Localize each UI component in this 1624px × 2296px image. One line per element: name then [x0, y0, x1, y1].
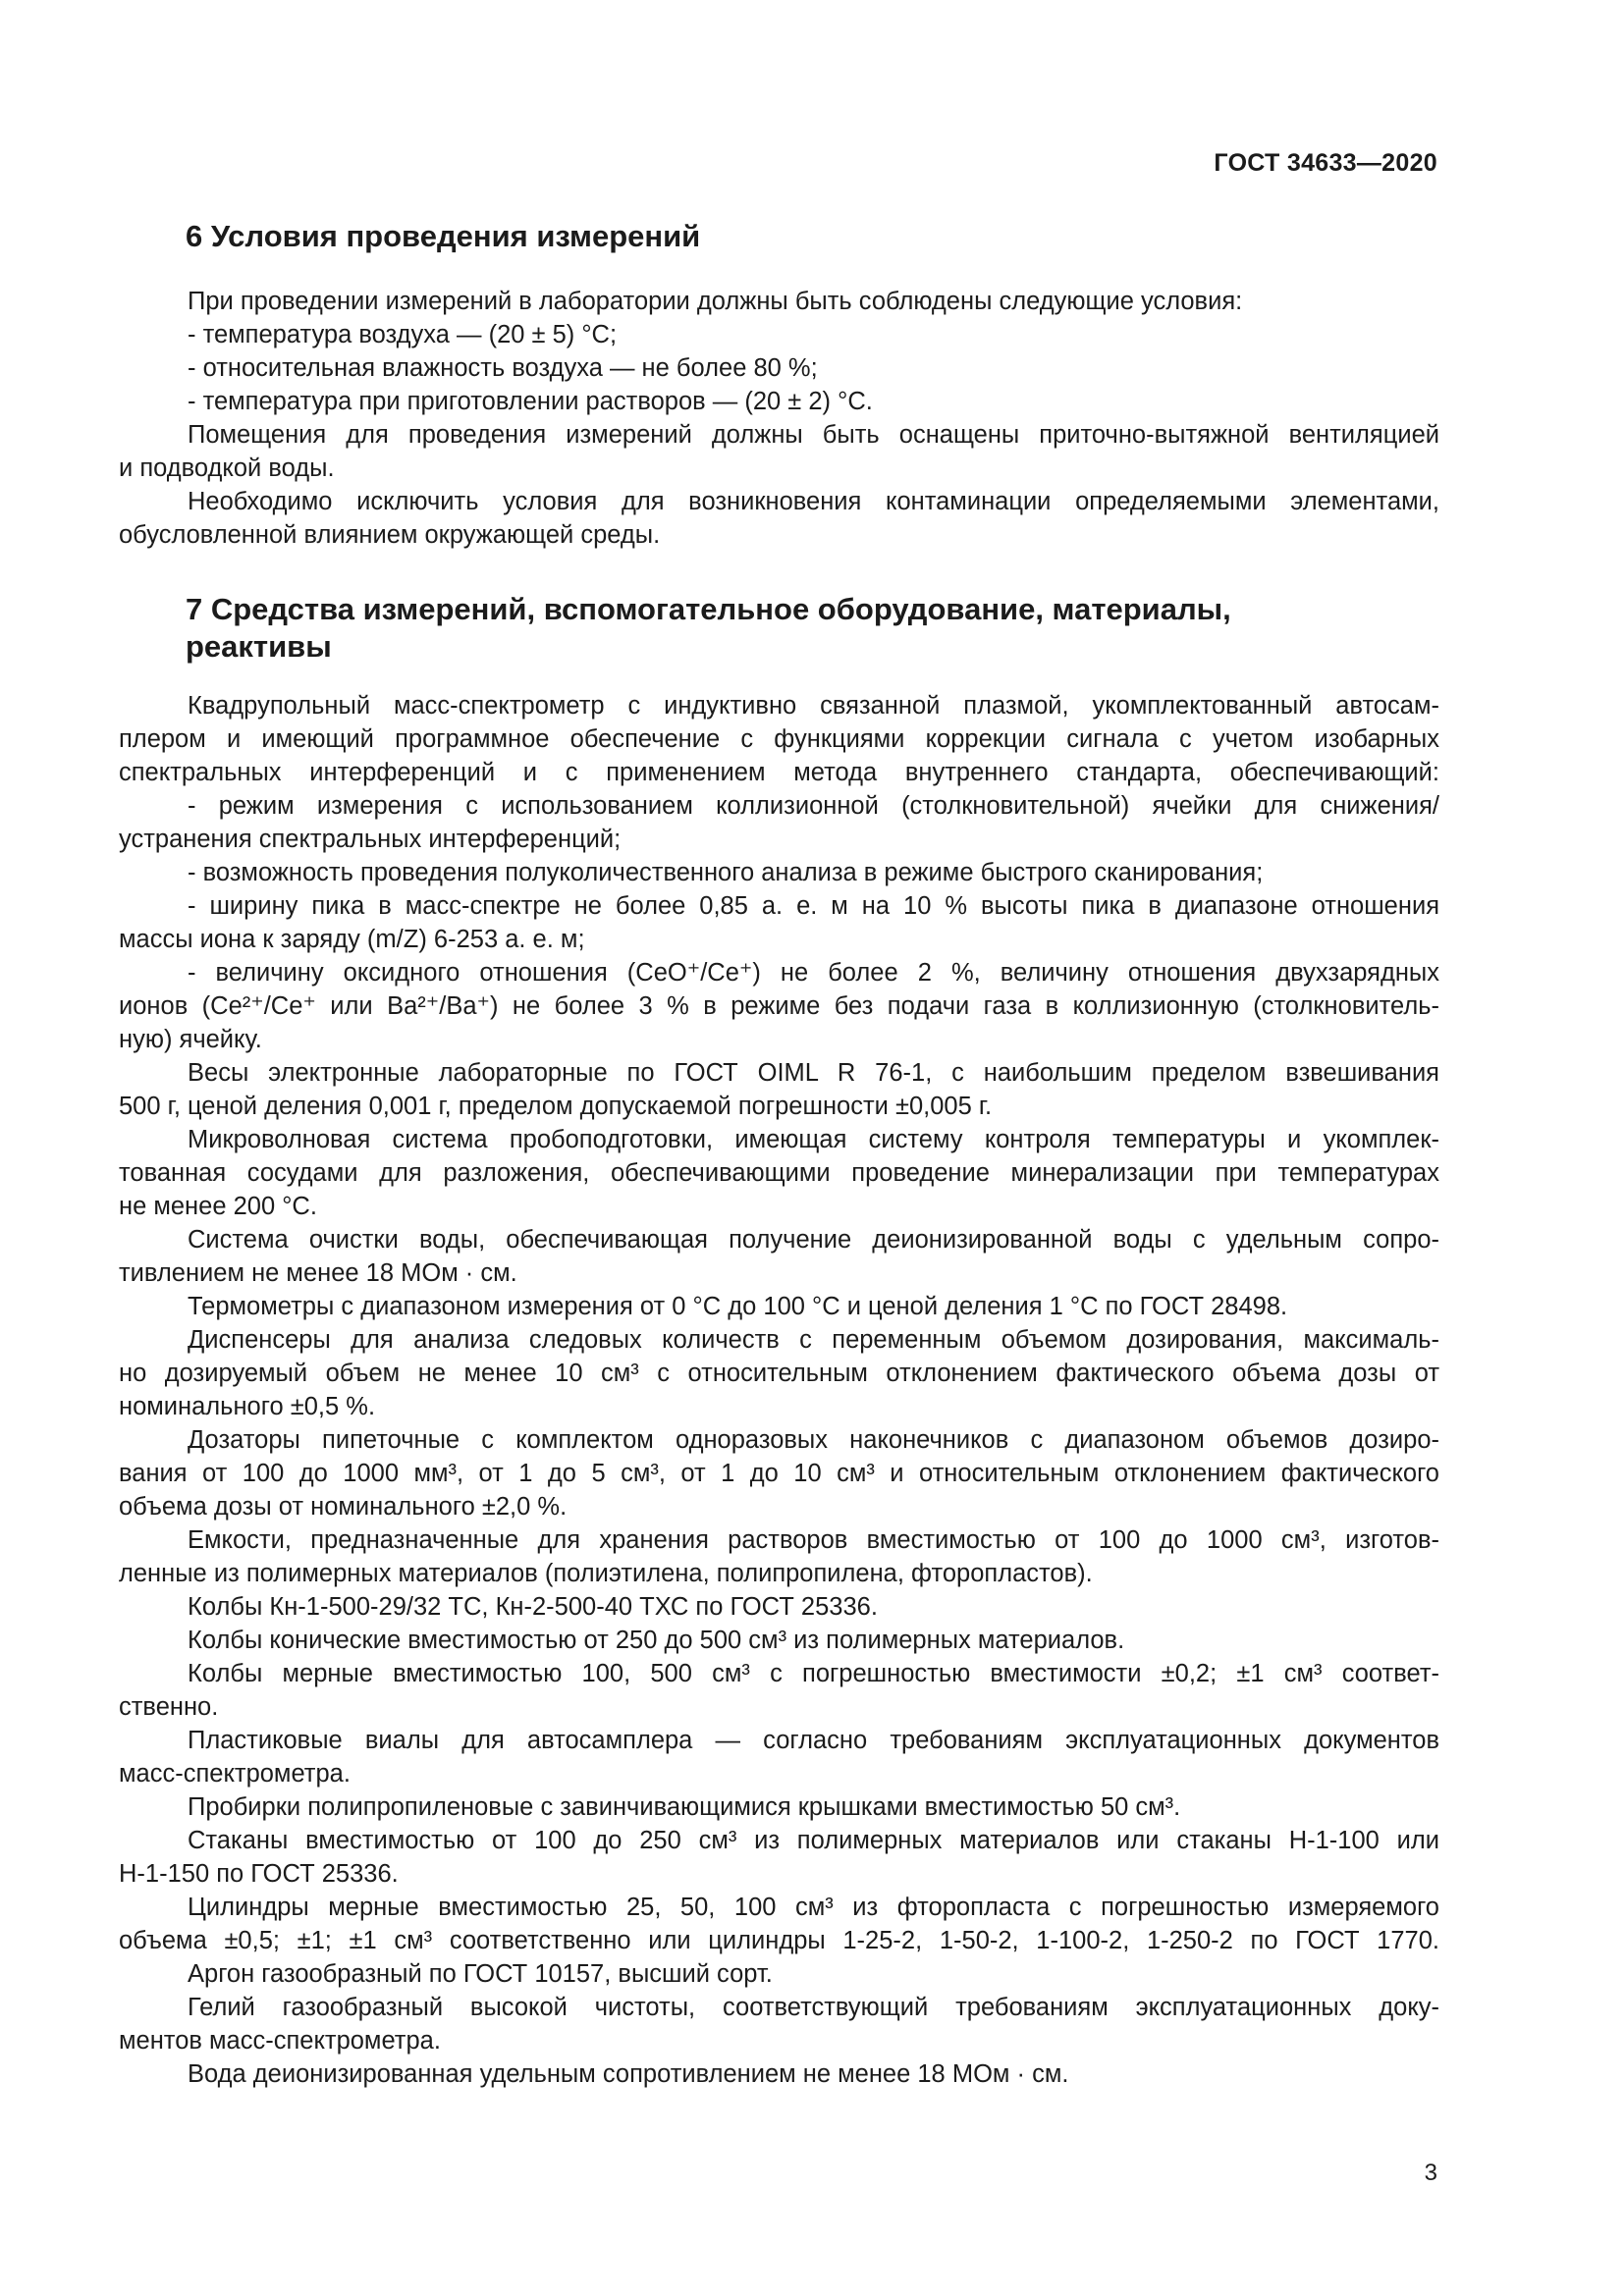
text-line: - относительная влажность воздуха — не более 80 %;	[188, 354, 818, 382]
text-line: Емкости, предназначенные для хранения растворов вместимостью от 100 до 1000 см³, изготов-	[188, 1526, 1439, 1554]
text-line: Квадрупольный масс-спектрометр с индуктивно связанной плазмой, укомплектованный автосам-	[188, 692, 1439, 720]
text-line: но дозируемый объем не менее 10 см³ с относительным отклонением фактического объема дозы от	[119, 1360, 1439, 1387]
text-line: Аргон газообразный по ГОСТ 10157, высший сорт.	[188, 1960, 773, 1988]
text-line: Система очистки воды, обеспечивающая получение деионизированной воды с удельным сопро-	[188, 1226, 1439, 1254]
text-line: ленные из полимерных материалов (полиэтилена, полипропилена, фторопластов).	[119, 1560, 1093, 1587]
text-line: Колбы конические вместимостью от 250 до 500 см³ из полимерных материалов.	[188, 1627, 1125, 1654]
text-line: Необходимо исключить условия для возникновения контаминации определяемыми элементами,	[188, 488, 1439, 515]
text-line: При проведении измерений в лаборатории должны быть соблюдены следующие условия:	[188, 288, 1243, 315]
text-line: масс-спектрометра.	[119, 1760, 351, 1788]
text-line: спектральных интерференций и с применением метода внутреннего стандарта, обеспечивающий:	[119, 759, 1439, 786]
text-line: плером и имеющий программное обеспечение с функциями коррекции сигнала с учетом изобарных	[119, 725, 1439, 753]
text-line: Н-1-150 по ГОСТ 25336.	[119, 1860, 399, 1888]
text-line: не менее 200 °С.	[119, 1193, 317, 1220]
text-line: ную) ячейку.	[119, 1026, 262, 1053]
text-line: объема ±0,5; ±1; ±1 см³ соответственно или цилиндры 1-25-2, 1-50-2, 1-100-2, 1-250-2 по ГОСТ 1770.	[119, 1927, 1439, 1954]
text-line: тивлением не менее 18 МОм · см.	[119, 1259, 517, 1287]
page-number: 3	[1424, 2160, 1437, 2186]
section-7-body	[119, 689, 1439, 2091]
text-line: 500 г, ценой деления 0,001 г, пределом допускаемой погрешности ±0,005 г.	[119, 1093, 993, 1120]
text-line: ственно.	[119, 1693, 219, 1721]
text-line: - температура при приготовлении растворов — (20 ± 2) °С.	[188, 388, 873, 415]
text-line: и подводкой воды.	[119, 454, 335, 482]
text-line: Колбы Кн-1-500-29/32 ТС, Кн-2-500-40 ТХС по ГОСТ 25336.	[188, 1593, 878, 1621]
text-line: объема дозы от номинального ±2,0 %.	[119, 1493, 568, 1521]
text-line: - возможность проведения полуколичественного анализа в режиме быстрого сканирования;	[188, 859, 1264, 886]
section-6-body	[119, 285, 1439, 552]
text-line: - режим измерения с использованием коллизионной (столкновительной) ячейки для снижения/	[188, 792, 1439, 820]
text-line: Дозаторы пипеточные с комплектом одноразовых наконечников с диапазоном объемов дозиро-	[188, 1426, 1439, 1454]
section-7-title-line2: реактивы	[186, 629, 332, 664]
page-content	[119, 218, 1439, 2091]
text-line: Колбы мерные вместимостью 100, 500 см³ с погрешностью вместимости ±0,2; ±1 см³ соответ-	[188, 1660, 1439, 1687]
text-line: Помещения для проведения измерений должны быть оснащены приточно-вытяжной вентиляцией	[188, 421, 1439, 449]
text-line: номинального ±0,5 %.	[119, 1393, 376, 1420]
text-line: Пластиковые виалы для автосамплера — согласно требованиям эксплуатационных документов	[188, 1727, 1439, 1754]
text-line: Пробирки полипропиленовые с завинчивающимися крышками вместимостью 50 см³.	[188, 1793, 1181, 1821]
text-line: Цилиндры мерные вместимостью 25, 50, 100 см³ из фторопласта с погрешностью измеряемого	[188, 1894, 1439, 1921]
text-line: Стаканы вместимостью от 100 до 250 см³ из полимерных материалов или стаканы Н-1-100 или	[188, 1827, 1439, 1854]
text-line: Весы электронные лабораторные по ГОСТ OIML R 76-1, с наибольшим пределом взвешивания	[188, 1059, 1439, 1087]
text-line: - температура воздуха — (20 ± 5) °С;	[188, 321, 618, 348]
text-line: обусловленной влиянием окружающей среды.	[119, 521, 661, 549]
text-line: - ширину пика в масс-спектре не более 0,85 а. е. м на 10 % высоты пика в диапазоне отношения	[188, 892, 1439, 920]
text-line: Микроволновая система пробоподготовки, имеющая систему контроля температуры и укомплек-	[188, 1126, 1439, 1153]
text-line: - величину оксидного отношения (CeO⁺/Ce⁺) не более 2 %, величину отношения двухзарядных	[188, 959, 1439, 987]
text-line: Диспенсеры для анализа следовых количеств с переменным объемом дозирования, максималь-	[188, 1326, 1439, 1354]
document-code: ГОСТ 34633—2020	[1214, 149, 1437, 177]
section-7-title-line1: 7 Средства измерений, вспомогательное оборудование, материалы,	[186, 592, 1231, 626]
text-line: Термометры с диапазоном измерения от 0 °С до 100 °С и ценой деления 1 °С по ГОСТ 28498.	[188, 1293, 1288, 1320]
text-line: тованная сосудами для разложения, обеспечивающими проведение минерализации при температурах	[119, 1159, 1439, 1187]
text-line: ионов (Ce²⁺/Ce⁺ или Ba²⁺/Ba⁺) не более 3 % в режиме без подачи газа в коллизионную (столкновитель-	[119, 992, 1439, 1020]
text-line: массы иона к заряду (m/Z) 6-253 а. е. м;	[119, 926, 585, 953]
section-6-title: 6 Условия проведения измерений	[186, 219, 701, 253]
text-line: Гелий газообразный высокой чистоты, соответствующий требованиям эксплуатационных доку-	[188, 1994, 1439, 2021]
section-7-title	[119, 591, 1439, 666]
text-line: вания от 100 до 1000 мм³, от 1 до 5 см³, от 1 до 10 см³ и относительным отклонением фактического	[119, 1460, 1439, 1487]
text-line: ментов масс-спектрометра.	[119, 2027, 441, 2055]
text-line: Вода деионизированная удельным сопротивлением не менее 18 МОм · см.	[188, 2060, 1069, 2088]
text-line: устранения спектральных интерференций;	[119, 826, 622, 853]
